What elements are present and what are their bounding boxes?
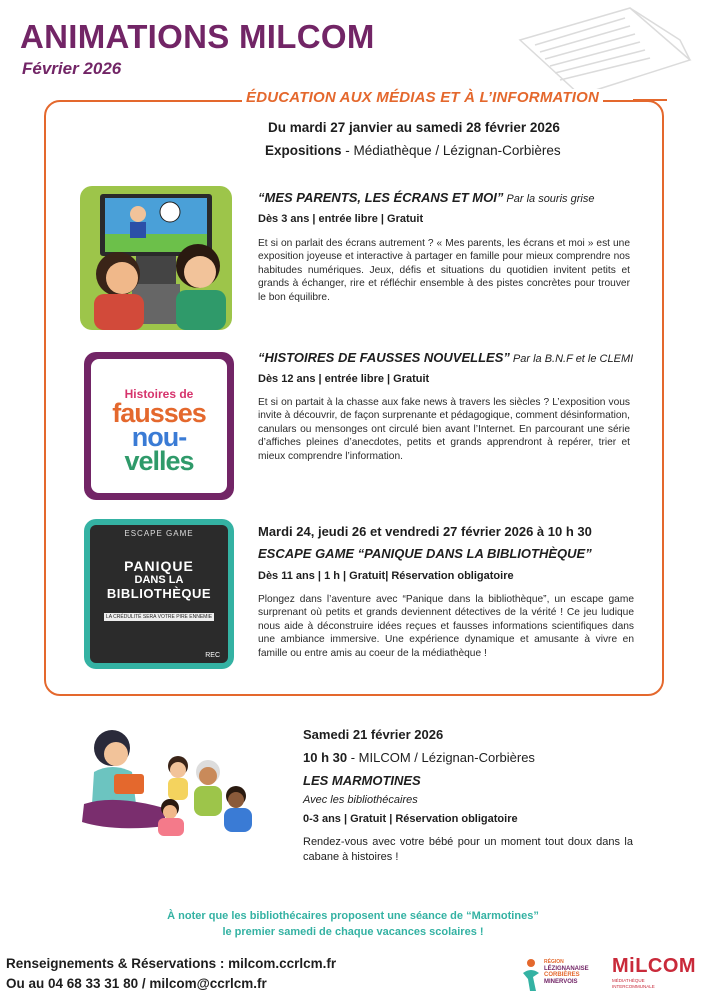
page-title: ANIMATIONS MILCOM [20, 18, 375, 55]
screens-illustration [80, 186, 232, 330]
poster-title-1: PANIQUE [124, 558, 194, 574]
event-1-description: Et si on parlait des écrans autrement ? « Mes parents, les écrans et moi » est une exposition joyeuse et interactive à partager en famille pour mieux comprendre nos habitudes numériques. Jeux, défis et situations du quotidien invitent petits et grands à échanger, rire et réfléchir ensemble à des pistes concrètes pour trouver le bon équilibre. [258, 238, 630, 303]
expo-place: - Médiathèque / Lézignan-Corbières [341, 143, 561, 158]
region-l4: MINERVOIS [544, 978, 578, 985]
section-title-line [633, 99, 667, 101]
milcom-logo-sub: MÉDIATHÈQUE INTERCOMMUNALE [612, 978, 655, 989]
marmotines-time-place [303, 750, 535, 765]
marmotines-note [0, 908, 706, 940]
region-logo [520, 955, 610, 997]
section-title: ÉDUCATION AUX MÉDIAS ET À L’INFORMATION [242, 89, 603, 106]
event-1-author: Par la souris grise [503, 193, 595, 205]
poster-line-2: fausses [112, 398, 206, 428]
note-line-2: le premier samedi de chaque vacances scolaires ! [222, 926, 484, 938]
event-3-dates: Mardi 24, jeudi 26 et vendredi 27 février 2026 à 10 h 30 [258, 524, 592, 539]
fake-news-poster [84, 352, 234, 500]
region-l1: RÉGION [544, 959, 564, 965]
poster-line-3: nou- [131, 422, 187, 452]
exhibition-location [265, 143, 561, 158]
milcom-logo [612, 955, 702, 997]
event-3-description: Plongez dans l’aventure avec “Panique dans la bibliothèque”, un escape game surprenant où petits et grands deviennent détectives de la vérité ! Ce jeu ludique nous aide à déconstruire idées reçues et fausses informations scientifiques dans une ambiance immersive. Une expérience dynamique et amusante à vivre en famille ou entre amis au coeur de la médiathèque ! [258, 594, 634, 659]
poster-title-3: BIBLIOTHÈQUE [106, 586, 212, 601]
event-3-title: ESCAPE GAME “PANIQUE DANS LA BIBLIOTHÈQUE” [258, 546, 592, 561]
event-3-meta: Dès 11 ans | 1 h | Gratuit| Réservation obligatoire [258, 570, 514, 582]
poster-title-2: DANS LA [134, 574, 184, 586]
event-1-meta: Dès 3 ans | entrée libre | Gratuit [258, 213, 424, 225]
event-2-title-line [258, 350, 678, 365]
page-subtitle: Février 2026 [22, 59, 122, 78]
event-2-title: “HISTOIRES DE FAUSSES NOUVELLES” [258, 350, 510, 365]
poster-top-label: ESCAPE GAME [124, 529, 194, 538]
region-figure-icon [520, 957, 542, 993]
marmotines-place: - MILCOM / Lézignan-Corbières [347, 750, 535, 765]
event-1-title-line [258, 190, 668, 205]
marmotines-date: Samedi 21 février 2026 [303, 727, 444, 742]
poster-line-4: velles [124, 446, 194, 476]
poster-rec-label: REC [205, 652, 220, 659]
event-1-title: “MES PARENTS, LES ÉCRANS ET MOI” [258, 190, 504, 205]
event-2-description: Et si on partait à la chasse aux fake news à travers les siècles ? L’exposition vous invite à découvrir, de façon surprenante et pédagogique, comment désinformation, canulars ou mensonges ont circulé bien avant l’Internet. En parcourant une série d’affiches pleines d’anecdotes, petits et grands apprendront à repérer, trier et mieux comprendre l’information. [258, 397, 630, 462]
exhibition-dates: Du mardi 27 janvier au samedi 28 février 2026 [268, 120, 560, 135]
poster-line-1: Histoires de [124, 387, 194, 401]
storytime-illustration [74, 722, 270, 840]
expo-label: Expositions [265, 143, 342, 158]
escape-game-poster [84, 519, 234, 669]
marmotines-time: 10 h 30 [303, 750, 348, 765]
family-tv-icon [80, 186, 232, 330]
note-line-1: À noter que les bibliothécaires proposent une séance de “Marmotines” [167, 910, 539, 922]
marmotines-with: Avec les bibliothécaires [303, 794, 418, 806]
region-l2: LÉZIGNANAISE [544, 965, 589, 972]
marmotines-description: Rendez-vous avec votre bébé pour un moment tout doux dans la cabane à histoires ! [303, 836, 633, 863]
event-2-author: Par la B.N.F et le CLEMI [509, 353, 634, 365]
marmotines-title: LES MARMOTINES [303, 773, 421, 788]
event-2-meta: Dès 12 ans | entrée libre | Gratuit [258, 373, 430, 385]
marmotines-meta: 0-3 ans | Gratuit | Réservation obligatoire [303, 813, 518, 825]
footer-info-line: Renseignements & Réservations : milcom.ccrlcm.fr [6, 956, 337, 971]
footer-contact-line: Ou au 04 68 33 31 80 / milcom@ccrlcm.fr [6, 976, 267, 991]
poster-tagline: LA CRÉDULITÉ SERA VOTRE PIRE ENNEMIE [105, 614, 213, 620]
region-l3: CORBIÈRES [544, 972, 580, 978]
milcom-logo-text: MiLCOM [612, 955, 697, 977]
